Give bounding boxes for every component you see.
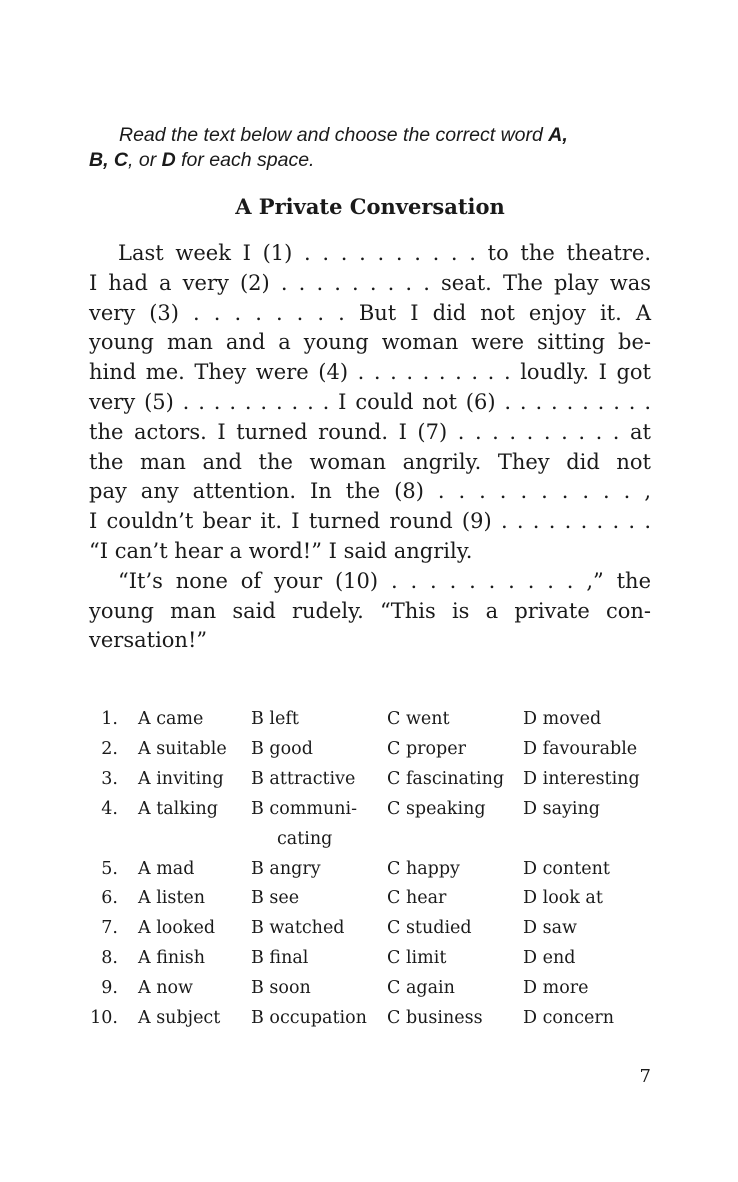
- option-c: C business: [387, 1008, 483, 1029]
- option-b-text: B see: [251, 888, 300, 909]
- option-a: A now: [138, 978, 193, 999]
- option-b-text: B final: [251, 948, 309, 969]
- book-page: [89, 0, 651, 1182]
- story-text: [89, 239, 651, 656]
- story-line: young man and a young woman were sitting be-: [89, 330, 651, 355]
- option-row: [89, 884, 651, 914]
- option-d: D content: [523, 858, 610, 879]
- option-d: D end: [523, 948, 576, 969]
- page-number: 7: [639, 1066, 651, 1087]
- question-number: 10.: [90, 1008, 118, 1029]
- story-line: hind me. They were (4) . . . . . . . . . . loudly. I got: [89, 360, 651, 385]
- option-a: A talking: [138, 798, 218, 819]
- option-d: D look at: [523, 888, 603, 909]
- option-b-continuation: cating: [277, 828, 333, 849]
- option-row: [89, 765, 651, 795]
- option-b: [251, 765, 387, 795]
- option-row: [89, 914, 651, 944]
- question-number: 9.: [101, 978, 118, 999]
- option-a: A inviting: [138, 768, 224, 789]
- instruction-separator: , or: [128, 149, 162, 171]
- question-number: 3.: [101, 768, 118, 789]
- option-b: [251, 974, 387, 1004]
- option-d: D saw: [523, 918, 577, 939]
- option-c: C studied: [387, 918, 472, 939]
- story-line: young man said rudely. “This is a private con-: [89, 598, 651, 623]
- option-row: [89, 944, 651, 974]
- question-number: 8.: [101, 948, 118, 969]
- option-a: A listen: [138, 888, 206, 909]
- option-b-text: B left: [251, 709, 299, 729]
- story-line: pay any attention. In the (8) . . . . . . . . . . ,: [89, 479, 651, 504]
- option-b: [251, 705, 387, 735]
- story-line: very (5) . . . . . . . . . . I could not (6) . . . . . . . . . .: [89, 389, 651, 414]
- story-line: I had a very (2) . . . . . . . . . seat. The play was: [89, 270, 651, 295]
- option-c: C again: [387, 978, 455, 999]
- question-number: 4.: [101, 798, 118, 819]
- option-b: [251, 914, 387, 944]
- option-d: D more: [523, 978, 589, 999]
- option-c: C fascinating: [387, 768, 505, 789]
- story-line: the actors. I turned round. I (7) . . . . . . . . . . at: [89, 419, 651, 444]
- option-b-text: B angry: [251, 858, 321, 879]
- option-a: A subject: [138, 1008, 221, 1029]
- option-b: [251, 1004, 387, 1034]
- option-c: C proper: [387, 738, 466, 759]
- question-number: 5.: [101, 858, 118, 879]
- story-line: versation!”: [89, 628, 208, 653]
- option-a: A looked: [138, 918, 216, 939]
- option-d: D interesting: [523, 768, 640, 789]
- option-b-text: B watched: [251, 918, 345, 939]
- option-b: [251, 795, 387, 855]
- story-line: the man and the woman angrily. They did not: [89, 449, 651, 474]
- option-row: [89, 735, 651, 765]
- option-a: A came: [138, 709, 204, 729]
- option-c: C speaking: [387, 798, 486, 819]
- story-line: “It’s none of your (10) . . . . . . . . . . ,” the: [118, 568, 651, 593]
- option-row: [89, 795, 651, 855]
- option-row: [89, 1004, 651, 1034]
- option-d: D concern: [523, 1008, 614, 1029]
- option-b: [251, 735, 387, 765]
- story-title: A Private Conversation: [235, 194, 505, 219]
- option-c: C limit: [387, 948, 447, 969]
- story-line: “I can’t hear a word!” I said angrily.: [89, 538, 473, 563]
- option-a: A finish: [138, 948, 205, 969]
- option-b-text: B communi-: [251, 798, 357, 819]
- option-letter-c: C: [113, 149, 129, 171]
- option-c: C happy: [387, 858, 460, 879]
- option-row: [89, 974, 651, 1004]
- question-number: 6.: [101, 888, 118, 909]
- option-b-text: B good: [251, 738, 313, 759]
- question-number: 7.: [101, 918, 118, 939]
- option-b-text: B attractive: [251, 768, 356, 789]
- option-c: C went: [387, 709, 450, 729]
- instruction-text-start: Read the text below and choose the correct word: [119, 124, 549, 146]
- option-letter-b: B,: [89, 149, 109, 171]
- story-line: very (3) . . . . . . . . But I did not enjoy it. A: [89, 300, 651, 325]
- exercise-instruction: [89, 123, 651, 173]
- option-b-text: B occupation: [251, 1008, 367, 1029]
- option-c: C hear: [387, 888, 447, 909]
- option-b: [251, 944, 387, 974]
- story-line: Last week I (1) . . . . . . . . . . to the theatre.: [118, 241, 651, 265]
- option-a: A mad: [138, 858, 195, 879]
- option-a: A suitable: [138, 738, 227, 759]
- option-d: D saying: [523, 798, 600, 819]
- option-d: D moved: [523, 709, 602, 729]
- option-b-text: B soon: [251, 978, 311, 999]
- story-line: I couldn’t bear it. I turned round (9) . . . . . . . . . .: [89, 509, 651, 534]
- question-number: 2.: [101, 738, 118, 759]
- option-d: D favourable: [523, 738, 638, 759]
- option-letter-d: D: [161, 149, 176, 171]
- instruction-text-end: for each space.: [175, 149, 315, 171]
- option-b: [251, 884, 387, 914]
- option-row: [89, 855, 651, 885]
- option-letter-a: A,: [548, 124, 568, 146]
- question-number: 1.: [101, 709, 118, 729]
- option-row: [89, 705, 651, 735]
- option-b: [251, 855, 387, 885]
- answer-options-table: [89, 705, 651, 1034]
